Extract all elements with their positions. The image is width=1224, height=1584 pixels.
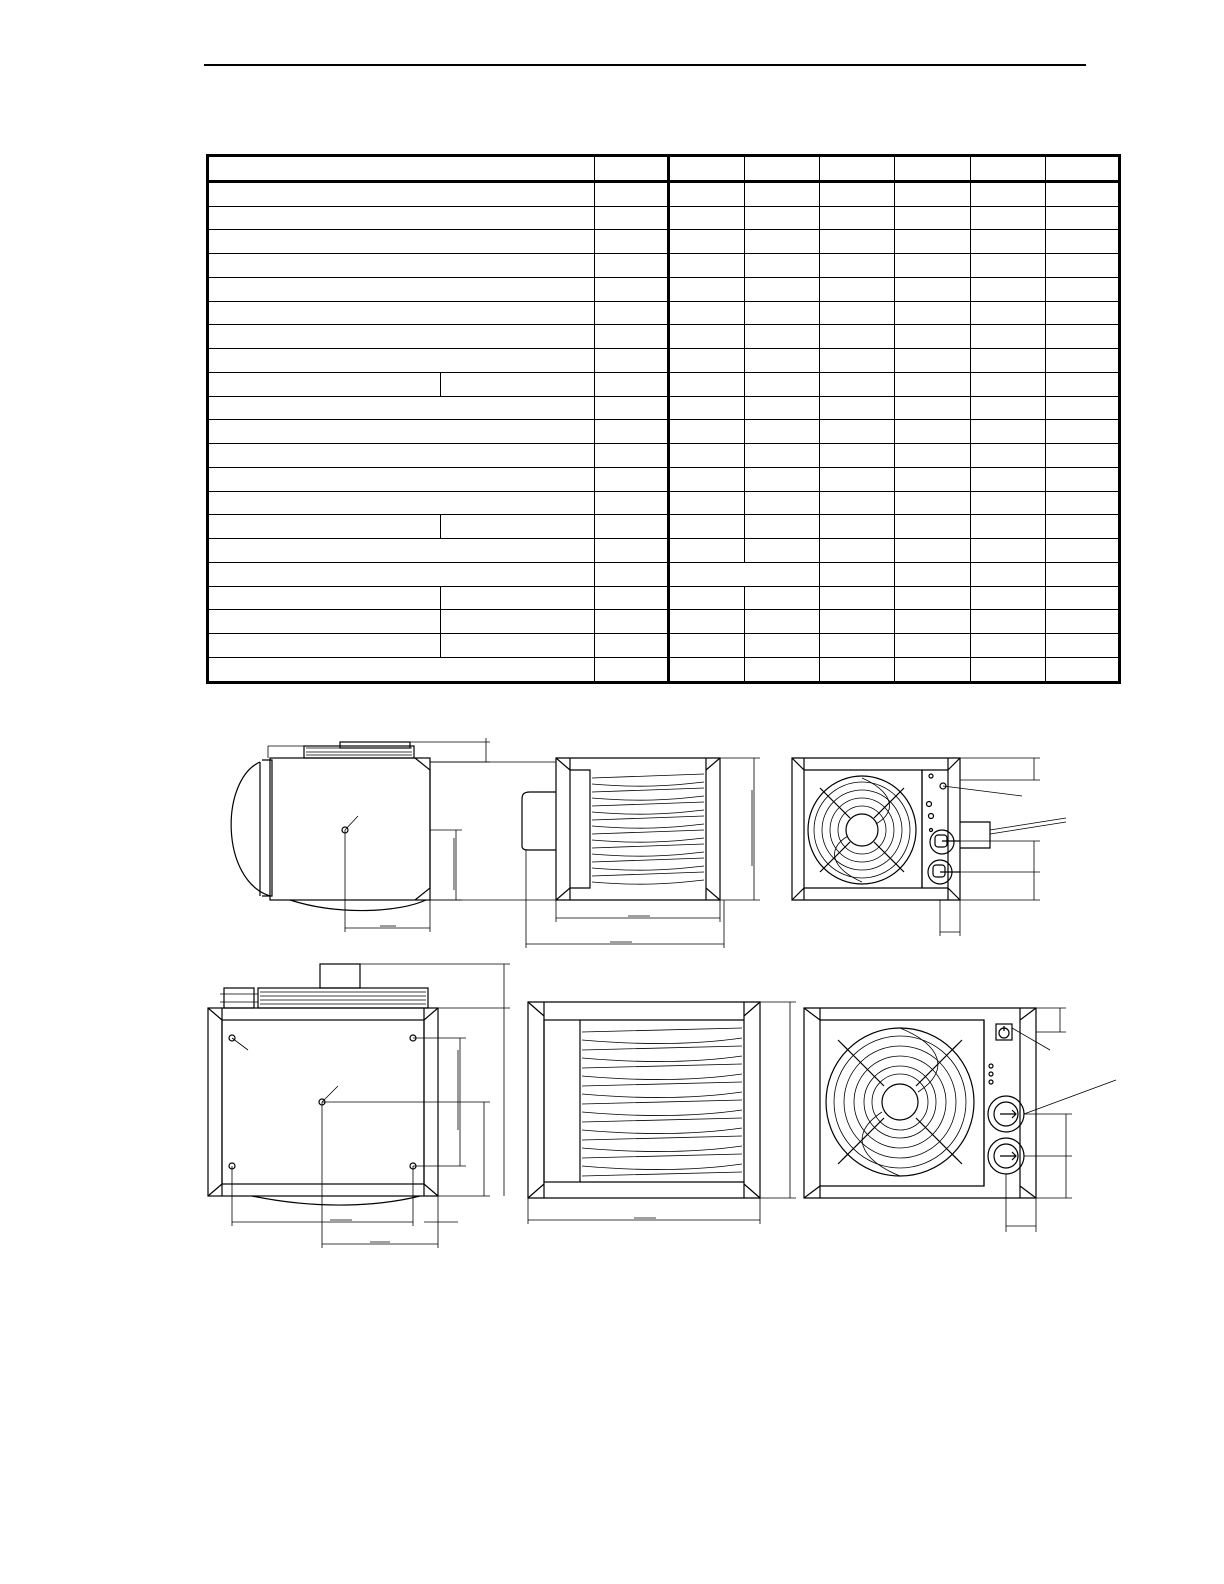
- unit-a-front-view: [792, 758, 1066, 936]
- table-cell: [970, 515, 1045, 539]
- table-cell: [208, 349, 595, 373]
- table-cell: [970, 301, 1045, 325]
- table-cell: [895, 156, 970, 182]
- header-rule: [204, 64, 1086, 66]
- table-cell: [668, 181, 744, 206]
- table-cell: [745, 634, 820, 658]
- pipe-connection-icon: [988, 1096, 1024, 1132]
- table-cell: [970, 586, 1045, 610]
- table-cell: [594, 491, 668, 515]
- table-cell: [970, 467, 1045, 491]
- table-cell: [1045, 586, 1119, 610]
- table-cell: [820, 562, 895, 586]
- table-cell: [1045, 420, 1119, 444]
- table-cell: [668, 230, 744, 254]
- table-cell: [895, 491, 970, 515]
- table-cell: [208, 515, 441, 539]
- table-row: [208, 610, 1120, 634]
- table-cell: [440, 610, 594, 634]
- table-cell: [970, 206, 1045, 230]
- table-cell: [820, 634, 895, 658]
- table-cell: [820, 515, 895, 539]
- table-cell: [970, 610, 1045, 634]
- table-cell: [668, 301, 744, 325]
- table-cell: [1045, 396, 1119, 420]
- table-cell: [745, 610, 820, 634]
- table-cell: [895, 181, 970, 206]
- table-cell: [208, 156, 595, 182]
- table-row: [208, 467, 1120, 491]
- table-cell: [970, 491, 1045, 515]
- table-cell: [594, 634, 668, 658]
- table-cell: [970, 634, 1045, 658]
- table-cell: [1045, 610, 1119, 634]
- table-cell: [820, 610, 895, 634]
- table-cell: [668, 254, 744, 278]
- table-cell: [208, 610, 441, 634]
- table-row: [208, 349, 1120, 373]
- table-cell: [208, 301, 595, 325]
- table-cell: [895, 230, 970, 254]
- table-cell: [820, 467, 895, 491]
- table-cell: [895, 444, 970, 468]
- table-cell: [970, 349, 1045, 373]
- table-cell: [895, 349, 970, 373]
- table-cell: [668, 206, 744, 230]
- table-cell: [745, 156, 820, 182]
- table-cell: [970, 277, 1045, 301]
- table-row: [208, 634, 1120, 658]
- table-cell: [594, 396, 668, 420]
- table-cell: [820, 420, 895, 444]
- table-row: [208, 396, 1120, 420]
- table-cell: [745, 206, 820, 230]
- table-cell: [668, 372, 744, 396]
- table-cell: [970, 156, 1045, 182]
- table-cell: [820, 277, 895, 301]
- table-cell: [820, 372, 895, 396]
- fan-grille-icon: [826, 1028, 974, 1176]
- table-cell: [970, 657, 1045, 682]
- table-cell: [1045, 467, 1119, 491]
- unit-b-rear-view: [528, 1002, 796, 1224]
- table-cell: [970, 230, 1045, 254]
- table-cell: [594, 420, 668, 444]
- table-cell: [895, 610, 970, 634]
- mounting-hole-icon: [342, 816, 358, 833]
- table-cell: [820, 254, 895, 278]
- table-cell: [594, 467, 668, 491]
- table-cell: [594, 515, 668, 539]
- table-cell: [745, 301, 820, 325]
- table-cell: [970, 325, 1045, 349]
- table-cell: [668, 277, 744, 301]
- table-cell: [895, 325, 970, 349]
- table-cell: [745, 491, 820, 515]
- table-cell: [594, 156, 668, 182]
- table-cell: [745, 230, 820, 254]
- table-cell: [594, 562, 668, 586]
- table-cell: [895, 396, 970, 420]
- table-cell: [970, 372, 1045, 396]
- table-cell: [970, 181, 1045, 206]
- table-row: [208, 254, 1120, 278]
- table-header-row: [208, 156, 1120, 182]
- specification-table: [206, 154, 1121, 684]
- table-row: [208, 420, 1120, 444]
- table-cell: [594, 444, 668, 468]
- table-cell: [970, 539, 1045, 563]
- table-cell: [594, 610, 668, 634]
- table-row: [208, 230, 1120, 254]
- table-cell: [820, 301, 895, 325]
- table-row: [208, 657, 1120, 682]
- table-row: [208, 562, 1120, 586]
- table-cell: [820, 444, 895, 468]
- table-cell: [594, 586, 668, 610]
- table-cell: [1045, 156, 1119, 182]
- table-cell: [895, 515, 970, 539]
- table-cell: [970, 444, 1045, 468]
- table-cell: [668, 467, 744, 491]
- table-cell: [895, 206, 970, 230]
- table-cell: [1045, 539, 1119, 563]
- table-row: [208, 444, 1120, 468]
- pipe-connection-icon: [988, 1138, 1024, 1174]
- table-cell: [208, 586, 441, 610]
- table-cell: [745, 657, 820, 682]
- table-cell: [208, 181, 595, 206]
- table-cell: [970, 254, 1045, 278]
- table-cell: [745, 396, 820, 420]
- table-row: [208, 277, 1120, 301]
- table-cell: [820, 396, 895, 420]
- table-row: [208, 372, 1120, 396]
- table-cell: [594, 230, 668, 254]
- table-cell: [1045, 254, 1119, 278]
- table-cell: [208, 277, 595, 301]
- table-cell: [594, 325, 668, 349]
- table-cell: [594, 372, 668, 396]
- table-cell: [820, 349, 895, 373]
- table-cell: [820, 539, 895, 563]
- table-cell: [820, 156, 895, 182]
- table-cell: [208, 657, 595, 682]
- unit-b-side-view: [208, 964, 510, 1248]
- table-cell: [594, 349, 668, 373]
- table-cell: [1045, 491, 1119, 515]
- table-cell: [820, 230, 895, 254]
- table-cell: [440, 634, 594, 658]
- table-cell: [745, 539, 820, 563]
- table-cell: [208, 254, 595, 278]
- table-cell: [594, 657, 668, 682]
- table-cell: [440, 515, 594, 539]
- table-cell: [820, 657, 895, 682]
- table-cell: [820, 206, 895, 230]
- table-cell: [820, 181, 895, 206]
- table-cell: [668, 562, 819, 586]
- table-row: [208, 206, 1120, 230]
- table-cell: [895, 634, 970, 658]
- table-cell: [745, 467, 820, 491]
- table-cell: [1045, 372, 1119, 396]
- table-cell: [208, 325, 595, 349]
- table-cell: [1045, 301, 1119, 325]
- table-cell: [208, 491, 595, 515]
- table-cell: [668, 444, 744, 468]
- table-cell: [1045, 657, 1119, 682]
- table-cell: [745, 586, 820, 610]
- table-cell: [208, 420, 595, 444]
- table-cell: [1045, 325, 1119, 349]
- table-cell: [668, 325, 744, 349]
- table-cell: [668, 515, 744, 539]
- table-cell: [970, 562, 1045, 586]
- table-cell: [895, 420, 970, 444]
- table-row: [208, 301, 1120, 325]
- table-cell: [895, 586, 970, 610]
- table-cell: [440, 372, 594, 396]
- table-cell: [208, 230, 595, 254]
- table-cell: [1045, 181, 1119, 206]
- table-cell: [1045, 230, 1119, 254]
- table-cell: [895, 277, 970, 301]
- table-cell: [668, 586, 744, 610]
- table-cell: [594, 301, 668, 325]
- table-cell: [745, 444, 820, 468]
- table-cell: [1045, 634, 1119, 658]
- table-cell: [970, 396, 1045, 420]
- table-cell: [208, 539, 595, 563]
- table-cell: [895, 657, 970, 682]
- table-cell: [668, 396, 744, 420]
- table-cell: [895, 254, 970, 278]
- table-cell: [668, 491, 744, 515]
- table-cell: [668, 539, 744, 563]
- table-cell: [440, 586, 594, 610]
- table-cell: [1045, 277, 1119, 301]
- table-cell: [1045, 444, 1119, 468]
- table-cell: [745, 325, 820, 349]
- table-cell: [745, 420, 820, 444]
- table-cell: [895, 301, 970, 325]
- table-row: [208, 586, 1120, 610]
- table-cell: [1045, 349, 1119, 373]
- pipe-connection-icon: [930, 830, 960, 854]
- technical-drawings: [200, 720, 1130, 1280]
- fan-grille-icon: [808, 776, 916, 884]
- table-cell: [668, 657, 744, 682]
- table-row: [208, 539, 1120, 563]
- table-cell: [208, 206, 595, 230]
- mounting-hole-icon: [229, 1035, 235, 1041]
- table-cell: [208, 396, 595, 420]
- table-cell: [745, 277, 820, 301]
- table-cell: [668, 420, 744, 444]
- table-cell: [895, 467, 970, 491]
- table-cell: [745, 372, 820, 396]
- table-row: [208, 515, 1120, 539]
- table-row: [208, 181, 1120, 206]
- table-cell: [745, 254, 820, 278]
- unit-a-rear-view: [522, 758, 760, 948]
- table-cell: [208, 562, 595, 586]
- table-row: [208, 325, 1120, 349]
- table-cell: [820, 325, 895, 349]
- table-cell: [745, 181, 820, 206]
- table-cell: [594, 277, 668, 301]
- table-cell: [745, 515, 820, 539]
- table-cell: [745, 349, 820, 373]
- table-cell: [970, 420, 1045, 444]
- table-cell: [594, 254, 668, 278]
- table-cell: [668, 634, 744, 658]
- table-cell: [594, 181, 668, 206]
- table-cell: [1045, 206, 1119, 230]
- table-cell: [895, 539, 970, 563]
- table-cell: [208, 634, 441, 658]
- table-cell: [594, 539, 668, 563]
- unit-b-front-view: [804, 1008, 1116, 1232]
- table-cell: [895, 372, 970, 396]
- table-cell: [820, 491, 895, 515]
- table-row: [208, 491, 1120, 515]
- table-cell: [668, 349, 744, 373]
- table-cell: [895, 562, 970, 586]
- table-cell: [1045, 562, 1119, 586]
- table-cell: [208, 372, 441, 396]
- pipe-connection-icon: [928, 860, 960, 884]
- table-cell: [208, 444, 595, 468]
- unit-a-side-view: [231, 738, 556, 932]
- table-cell: [594, 206, 668, 230]
- table-cell: [668, 156, 744, 182]
- table-cell: [208, 467, 595, 491]
- table-cell: [668, 610, 744, 634]
- table-cell: [1045, 515, 1119, 539]
- table-cell: [820, 586, 895, 610]
